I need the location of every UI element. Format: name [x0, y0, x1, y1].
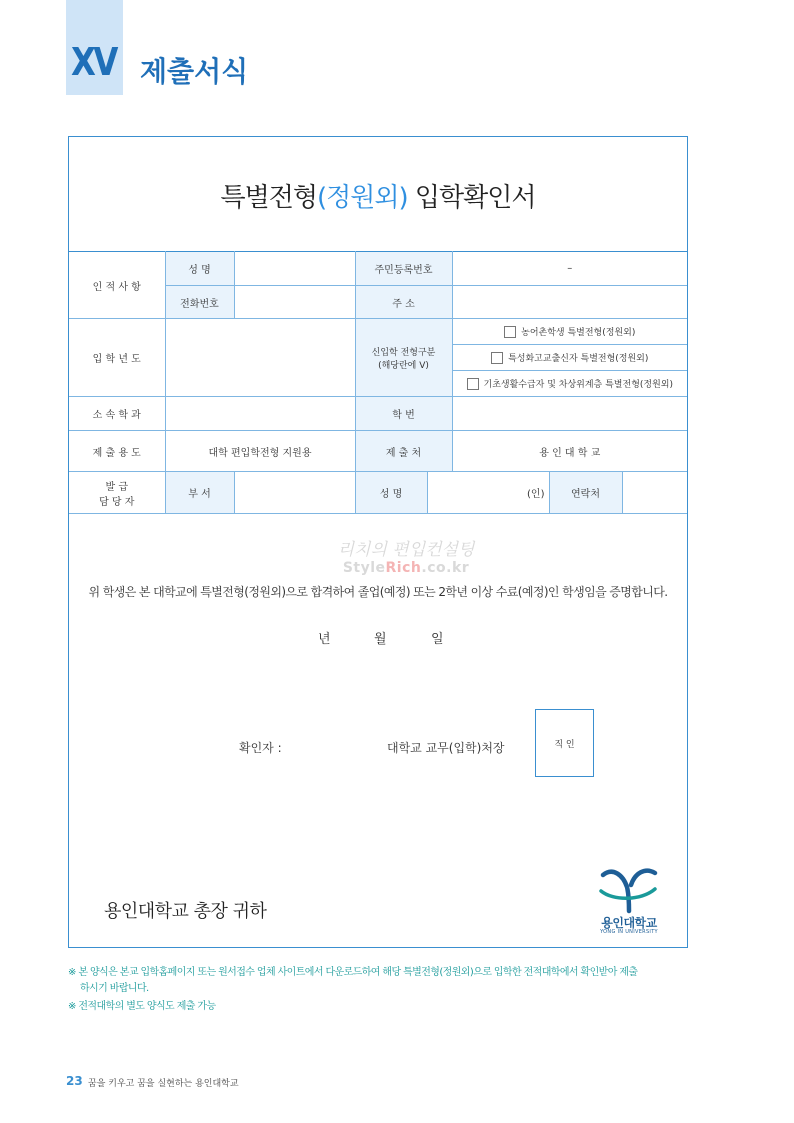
certification-area [69, 513, 687, 948]
university-logo [589, 865, 669, 941]
note-line-3: ※ 전적대학의 별도 양식도 제출 가능 [68, 1001, 216, 1012]
label-contact: 연락처 [549, 472, 622, 514]
note-line-2: 하시기 바랍니다. [80, 983, 149, 994]
form-title [69, 177, 687, 214]
label-address: 주 소 [355, 286, 452, 319]
field-department[interactable] [165, 397, 355, 431]
checkbox[interactable] [504, 326, 516, 338]
date-day: 일 [431, 632, 444, 647]
university-emblem-icon [589, 865, 669, 915]
seal-label: 직 인 [554, 739, 575, 750]
confirmer-label: 확인자 : [239, 741, 282, 755]
field-issuer-department[interactable] [234, 472, 355, 514]
logo-subtitle: YONG IN UNIVERSITY [600, 929, 658, 935]
confirmer-office: 대학교 교무(입학)처장 [387, 741, 505, 755]
label-name: 성 명 [165, 252, 234, 286]
issuer-line-1: 발 급 [105, 481, 128, 493]
label-phone: 전화번호 [165, 286, 234, 319]
submit-to-value: 용 인 대 학 교 [452, 431, 687, 472]
label-issuer-department: 부 서 [165, 472, 234, 514]
certification-statement: 위 학생은 본 대학교에 특별전형(정원외)으로 합격하여 졸업(예정) 또는 2학년 이상 수료(예정)인 학생임을 증명합니다. [88, 585, 668, 599]
form-title-main: 특별전형 [220, 183, 317, 213]
chapter-number: XV [71, 40, 116, 84]
checkbox-option[interactable]: 특성화고교출신자 특별전형(정원외) [452, 345, 687, 371]
label-submit-to: 제 출 처 [355, 431, 452, 472]
admission-type-title: 신입학 전형구분 [371, 347, 436, 358]
seal-mark: (인) [527, 489, 545, 500]
field-entry-year[interactable] [165, 319, 355, 397]
form-title-highlight: (정원외) [316, 183, 408, 213]
official-seal-box [535, 709, 594, 777]
field-resident-no[interactable]: – [452, 252, 687, 286]
footer-slogan: 꿈을 키우고 꿈을 실현하는 용인대학교 [88, 1079, 239, 1089]
field-name[interactable] [234, 252, 355, 286]
field-contact[interactable] [622, 472, 687, 514]
field-issuer-name[interactable] [427, 472, 549, 514]
label-resident-no: 주민등록번호 [355, 252, 452, 286]
checkbox[interactable] [491, 352, 503, 364]
section-department: 소 속 학 과 [69, 397, 165, 431]
label-student-id: 학 번 [355, 397, 452, 431]
chapter-title: 제출서식 [140, 55, 249, 88]
checkbox-option[interactable]: 기초생활수급자 및 차상위계층 특별전형(정원외) [452, 371, 687, 397]
checkbox-option[interactable]: 농어촌학생 특별전형(정원외) [452, 319, 687, 345]
field-phone[interactable] [234, 286, 355, 319]
watermark-domain: StyleRich.co.kr [342, 560, 470, 576]
section-issuer [69, 472, 165, 514]
date-year: 년 [318, 632, 331, 647]
note-line-1: ※ 본 양식은 본교 입학홈페이지 또는 원서접수 업체 사이트에서 다운로드하여 해당 특별전형(정원외)으로 입학한 전적대학에서 확인받아 제출 [68, 967, 638, 978]
purpose-value: 대학 편입학전형 지원용 [165, 431, 355, 472]
label-admission-type [355, 319, 452, 397]
date-month: 월 [374, 632, 387, 647]
section-purpose: 제 출 용 도 [69, 431, 165, 472]
field-student-id[interactable] [452, 397, 687, 431]
admission-type-hint: (해당란에 V) [378, 360, 429, 371]
label-issuer-name: 성 명 [355, 472, 427, 514]
logo-name: 용인대학교 [601, 916, 657, 930]
form-table [69, 251, 687, 514]
section-personal: 인 적 사 항 [69, 252, 165, 319]
addressee: 용인대학교 총장 귀하 [104, 901, 267, 922]
page-number: 23 [66, 1074, 83, 1088]
section-entry-year: 입 학 년 도 [69, 319, 165, 397]
form-title-suffix: 입학확인서 [407, 183, 536, 213]
watermark-korean: 리치의 편입컨설팅 [337, 540, 475, 560]
field-address[interactable] [452, 286, 687, 319]
watermark [326, 535, 486, 576]
issuer-line-2: 담 당 자 [99, 496, 135, 508]
admission-confirmation-form [68, 136, 688, 948]
checkbox[interactable] [467, 378, 479, 390]
